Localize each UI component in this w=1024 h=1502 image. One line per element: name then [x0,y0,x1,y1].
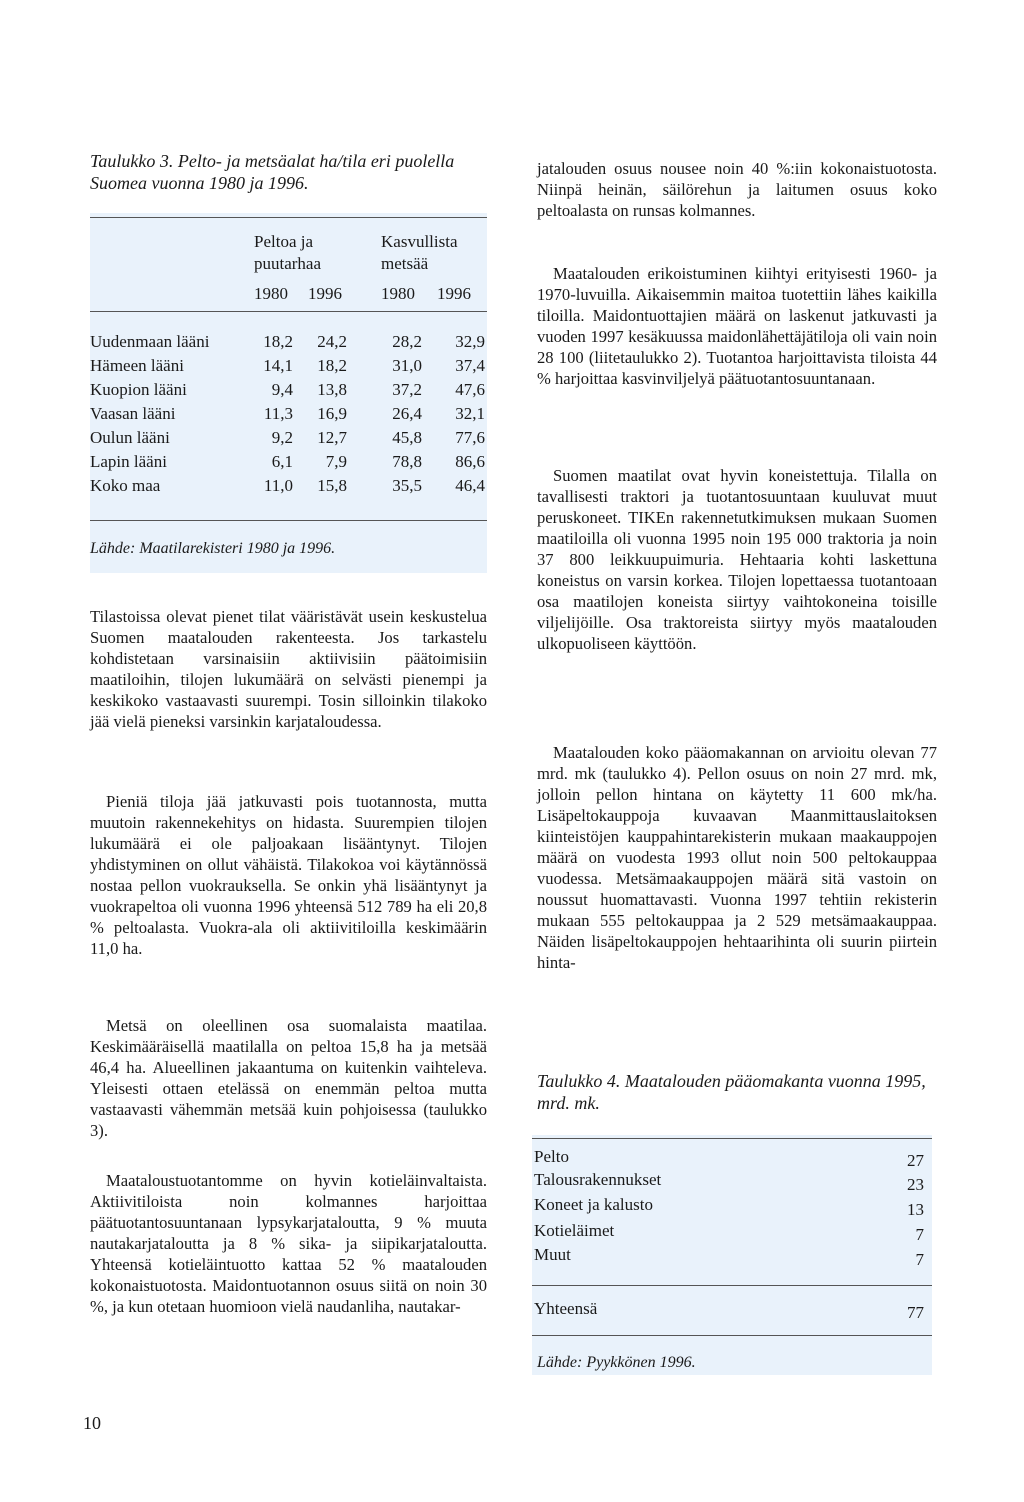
table3-year: 1980 [381,284,415,303]
table3-cell: 35,5 [392,476,422,495]
table4 [532,1135,932,1375]
page-number: 10 [83,1413,101,1433]
table3-group2-header: Kasvullista metsää [381,232,458,273]
table3-header-rule [90,311,487,312]
table3-cell: 9,2 [271,428,293,447]
table3-cell: 11,0 [263,476,293,495]
table3-cell: 78,8 [392,452,422,471]
table4-top-rule [532,1138,932,1139]
table4-total-value: 77 [907,1303,924,1322]
table4-row-name: Talousrakennukset [534,1170,662,1189]
body-paragraph: Pieniä tiloja jää jatkuvasti pois tuotannosta, mutta muutoin rakennekehitys on hidasta. Suurempien tilojen lukumäärä ei ole paljoakaan lisääntynyt. Tilojen yhdistyminen on ollut vähäistä. Tilakokoa voi käytännössä nostaa pellon vuokrauksella. Se onkin yhä lisääntynyt ja vuokrapeltoa oli vuonna 1996 yhteensä 512 789 ha eli 20,8 % peltoalasta. Vuokra-ala oli aktiivitiloilla keskimäärin 11,0 ha. [90,792,487,958]
table3-cell: 18,2 [263,332,293,351]
table3-cell: 46,4 [455,476,485,495]
table3-source: Lähde: Maatilarekisteri 1980 ja 1996. [90,540,336,557]
table4-bottom-rule [532,1335,932,1336]
table4-caption: Taulukko 4. Maatalouden pääomakanta vuonna 1995, mrd. mk. [537,1071,926,1113]
table3-year: 1996 [437,284,471,303]
table3-row-name: Koko maa [90,476,161,495]
table3 [90,213,487,573]
table3-row-name: Hämeen lääni [90,356,184,375]
body-paragraph: Maatalouden koko pääomakannan on arvioitu olevan 77 mrd. mk (taulukko 4). Pellon osuus on noin 27 mrd. mk, jolloin pellon hintana on käytetty 11 600 mk/ha. Lisäpeltokauppoja kuvaavan Maanmittauslaitoksen kiinteistöjen kauppahintarekisterin mukaan maakauppojen määrä on vuodesta 1993 ollut noin 500 peltokauppaa vuodessa. Metsämaakauppojen määrä sitä vastoin on noussut huomattavasti. Vuonna 1997 tehtiin rekisterin mukaan 555 peltokauppaa ja 2 529 metsämaakauppaa. Näiden lisäpeltokauppojen hehtaarihinta oli suurin piirtein hinta- [537,743,937,972]
table3-row-name: Lapin lääni [90,452,167,471]
table4-row-name: Kotieläimet [534,1221,615,1240]
table3-cell: 77,6 [455,428,485,447]
table3-row-name: Vaasan lääni [90,404,176,423]
table4-total-label: Yhteensä [534,1299,598,1318]
table3-caption: Taulukko 3. Pelto- ja metsäalat ha/tila eri puolella Suomea vuonna 1980 ja 1996. [90,151,455,193]
table4-value: 23 [907,1175,924,1194]
table4-value: 27 [907,1151,924,1170]
body-paragraph: Metsä on oleellinen osa suomalaista maatilaa. Keskimääräisellä maatilalla on peltoa 15,8 ha ja metsää 46,4 ha. Alueellinen jakaantuma on kuitenkin vaihteleva. Yleisesti ottaen etelässä on enemmän peltoa mutta vastaavasti vähemmän metsää kuin pohjoisessa (taulukko 3). [90,1016,487,1140]
table4-value: 7 [915,1250,924,1269]
table4-value: 7 [915,1225,924,1244]
table4-source: Lähde: Pyykkönen 1996. [537,1354,696,1371]
table4-row-name: Muut [534,1245,571,1264]
table4-row-name: Koneet ja kalusto [534,1195,653,1214]
table3-cell: 15,8 [317,476,347,495]
table3-cell: 31,0 [392,356,422,375]
table3-cell: 13,8 [317,380,347,399]
body-paragraph: Maataloustuotantomme on hyvin kotieläinvaltaista. Aktiivitiloista noin kolmannes harjoittaa päätuotantosuuntanaan lypsykarjataloutta, 9 % muuta nautakarjataloutta ja 8 % sika- ja siipikarjataloutta. Yhteensä kotieläintuotto kattaa 52 % maatalouden kokonaistuotosta. Maidontuotannon osuus siitä on noin 30 %, ja kun otetaan huomioon vielä naudanliha, nautakar- [90,1171,487,1316]
table3-cell: 45,8 [392,428,422,447]
table3-year: 1980 [254,284,288,303]
table3-top-rule [90,217,487,218]
body-paragraph: jatalouden osuus nousee noin 40 %:iin kokonaistuotosta. Niinpä heinän, säilörehun ja laitumen osuus koko peltoalasta on runsas kolmannes. [537,159,937,220]
table3-cell: 37,4 [455,356,485,375]
table3-cell: 12,7 [317,428,347,447]
table3-cell: 6,1 [271,452,293,471]
table3-cell: 37,2 [392,380,422,399]
table3-group1-header: Peltoa ja puutarhaa [254,232,322,273]
table4-value: 13 [907,1200,924,1219]
table3-cell: 9,4 [271,380,293,399]
table3-cell: 32,9 [455,332,485,351]
table3-cell: 86,6 [455,452,485,471]
table3-row-name: Kuopion lääni [90,380,187,399]
table4-row-name: Pelto [534,1147,569,1166]
table3-cell: 11,3 [263,404,293,423]
table3-cell: 14,1 [263,356,293,375]
table3-cell: 7,9 [325,452,347,471]
body-paragraph: Maatalouden erikoistuminen kiihtyi erityisesti 1960- ja 1970-luvuilla. Aikaisemmin maitoa tuotettiin lähes kaikilla tiloilla. Maidontuottajien määrä on laskenut jatkuvasti ja vuoden 1997 kesäkuussa maidonlähettäjätiloja oli vain noin 28 100 (liitetaulukko 2). Tuotantoa harjoittavista tiloista 44 % harjoittaa kasvinviljelyä päätuotantosuuntanaan. [537,264,937,388]
table3-year: 1996 [308,284,342,303]
table4-mid-rule [532,1285,932,1286]
body-paragraph: Suomen maatilat ovat hyvin koneistettuja. Tilalla on tavallisesti traktori ja tuotantosuuntaan kuuluvat muut peruskoneet. TIKEn rakennetutkimuksen mukaan Suomen maatiloilla oli vuonna 1995 noin 195 000 traktoria ja noin 37 800 leikkuupuimuria. Hehtaaria kohti laskettuna koneistus on varsin korkea. Tilojen lopettaessa tuotantoaan osa maatilojen koneista siirtyy vaihtokoneina toisille viljelijöille. Osa traktoreista siirtyy myös maatalouden ulkopuoliseen käyttöön. [537,466,937,653]
table3-row-name: Oulun lääni [90,428,170,447]
table3-cell: 28,2 [392,332,422,351]
table3-cell: 16,9 [317,404,347,423]
table3-cell: 32,1 [455,404,485,423]
table3-row-name: Uudenmaan lääni [90,332,210,351]
body-paragraph: Tilastoissa olevat pienet tilat vääristävät usein keskustelua Suomen maatalouden rakenteesta. Jos tarkastelu kohdistetaan varsinaisiin aktiivisiin päätoimisiin maatiloihin, tilojen lukumäärä on selvästi pienempi ja keskikoko vastaavasti suurempi. Tosin silloinkin tilakoko jää vielä pieneksi varsinkin karjataloudessa. [90,607,487,731]
table3-bottom-rule [90,520,487,521]
table3-cell: 18,2 [317,356,347,375]
table3-cell: 26,4 [392,404,422,423]
table3-cell: 47,6 [455,380,485,399]
table3-cell: 24,2 [317,332,347,351]
